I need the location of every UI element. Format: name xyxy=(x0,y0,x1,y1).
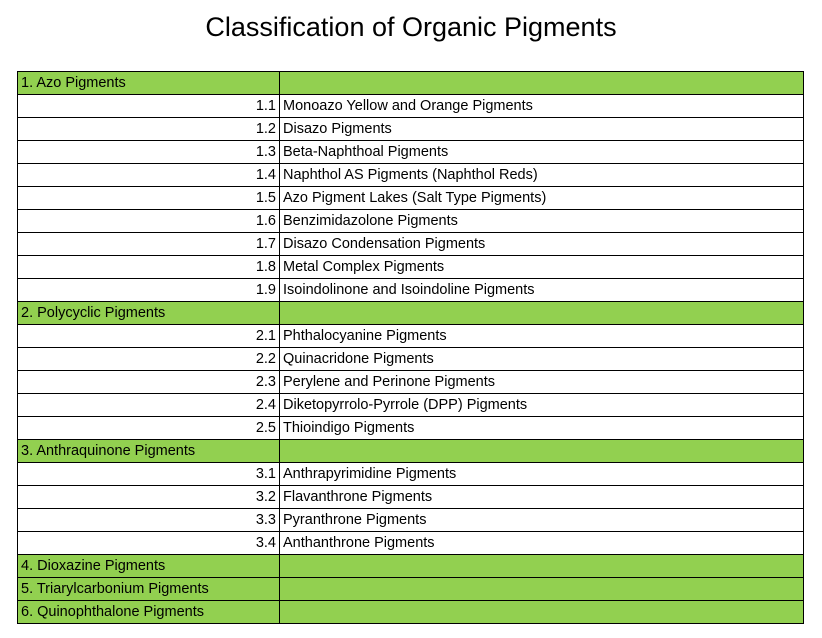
group-row xyxy=(18,601,804,624)
table-row xyxy=(18,463,804,486)
item-name-cell: Phthalocyanine Pigments xyxy=(280,325,804,348)
group-row xyxy=(18,555,804,578)
item-number-cell: 3.2 xyxy=(18,486,280,509)
table-row xyxy=(18,210,804,233)
group-empty-cell xyxy=(280,601,804,624)
item-name-cell: Beta-Naphthoal Pigments xyxy=(280,141,804,164)
item-name-cell: Diketopyrrolo-Pyrrole (DPP) Pigments xyxy=(280,394,804,417)
item-number-cell: 2.4 xyxy=(18,394,280,417)
table-row xyxy=(18,233,804,256)
item-number-cell: 1.4 xyxy=(18,164,280,187)
table-row xyxy=(18,325,804,348)
item-name-cell: Naphthol AS Pigments (Naphthol Reds) xyxy=(280,164,804,187)
table-row xyxy=(18,532,804,555)
item-name-cell: Disazo Pigments xyxy=(280,118,804,141)
table-row xyxy=(18,95,804,118)
group-label-cell: 4. Dioxazine Pigments xyxy=(18,555,280,578)
item-name-cell: Quinacridone Pigments xyxy=(280,348,804,371)
group-label-cell: 3. Anthraquinone Pigments xyxy=(18,440,280,463)
item-name-cell: Monoazo Yellow and Orange Pigments xyxy=(280,95,804,118)
group-row xyxy=(18,578,804,601)
item-number-cell: 2.3 xyxy=(18,371,280,394)
item-number-cell: 2.2 xyxy=(18,348,280,371)
item-number-cell: 1.9 xyxy=(18,279,280,302)
item-number-cell: 2.1 xyxy=(18,325,280,348)
item-name-cell: Thioindigo Pigments xyxy=(280,417,804,440)
item-number-cell: 1.5 xyxy=(18,187,280,210)
page-title: Classification of Organic Pigments xyxy=(205,12,617,42)
item-name-cell: Benzimidazolone Pigments xyxy=(280,210,804,233)
group-label-cell: 6. Quinophthalone Pigments xyxy=(18,601,280,624)
group-empty-cell xyxy=(280,302,804,325)
group-label-cell: 1. Azo Pigments xyxy=(18,72,280,95)
pigment-classification-table xyxy=(17,71,804,624)
table-body xyxy=(18,72,804,624)
group-label-cell: 2. Polycyclic Pigments xyxy=(18,302,280,325)
item-number-cell: 1.8 xyxy=(18,256,280,279)
group-empty-cell xyxy=(280,72,804,95)
table-row xyxy=(18,348,804,371)
item-number-cell: 1.1 xyxy=(18,95,280,118)
table-row xyxy=(18,509,804,532)
table-row xyxy=(18,164,804,187)
item-number-cell: 3.1 xyxy=(18,463,280,486)
item-number-cell: 2.5 xyxy=(18,417,280,440)
group-label-cell: 5. Triarylcarbonium Pigments xyxy=(18,578,280,601)
table-row xyxy=(18,279,804,302)
group-empty-cell xyxy=(280,440,804,463)
item-name-cell: Anthanthrone Pigments xyxy=(280,532,804,555)
table-row xyxy=(18,371,804,394)
group-row xyxy=(18,72,804,95)
item-name-cell: Metal Complex Pigments xyxy=(280,256,804,279)
group-row xyxy=(18,440,804,463)
item-number-cell: 1.7 xyxy=(18,233,280,256)
item-name-cell: Disazo Condensation Pigments xyxy=(280,233,804,256)
group-row xyxy=(18,302,804,325)
item-number-cell: 1.2 xyxy=(18,118,280,141)
item-number-cell: 3.3 xyxy=(18,509,280,532)
group-empty-cell xyxy=(280,555,804,578)
item-name-cell: Azo Pigment Lakes (Salt Type Pigments) xyxy=(280,187,804,210)
item-name-cell: Perylene and Perinone Pigments xyxy=(280,371,804,394)
item-number-cell: 3.4 xyxy=(18,532,280,555)
table-row xyxy=(18,118,804,141)
table-row xyxy=(18,486,804,509)
item-number-cell: 1.3 xyxy=(18,141,280,164)
item-name-cell: Isoindolinone and Isoindoline Pigments xyxy=(280,279,804,302)
table-row xyxy=(18,394,804,417)
item-name-cell: Flavanthrone Pigments xyxy=(280,486,804,509)
table-row xyxy=(18,141,804,164)
group-empty-cell xyxy=(280,578,804,601)
table-row xyxy=(18,187,804,210)
item-name-cell: Pyranthrone Pigments xyxy=(280,509,804,532)
table-row xyxy=(18,256,804,279)
item-number-cell: 1.6 xyxy=(18,210,280,233)
item-name-cell: Anthrapyrimidine Pigments xyxy=(280,463,804,486)
table-row xyxy=(18,417,804,440)
